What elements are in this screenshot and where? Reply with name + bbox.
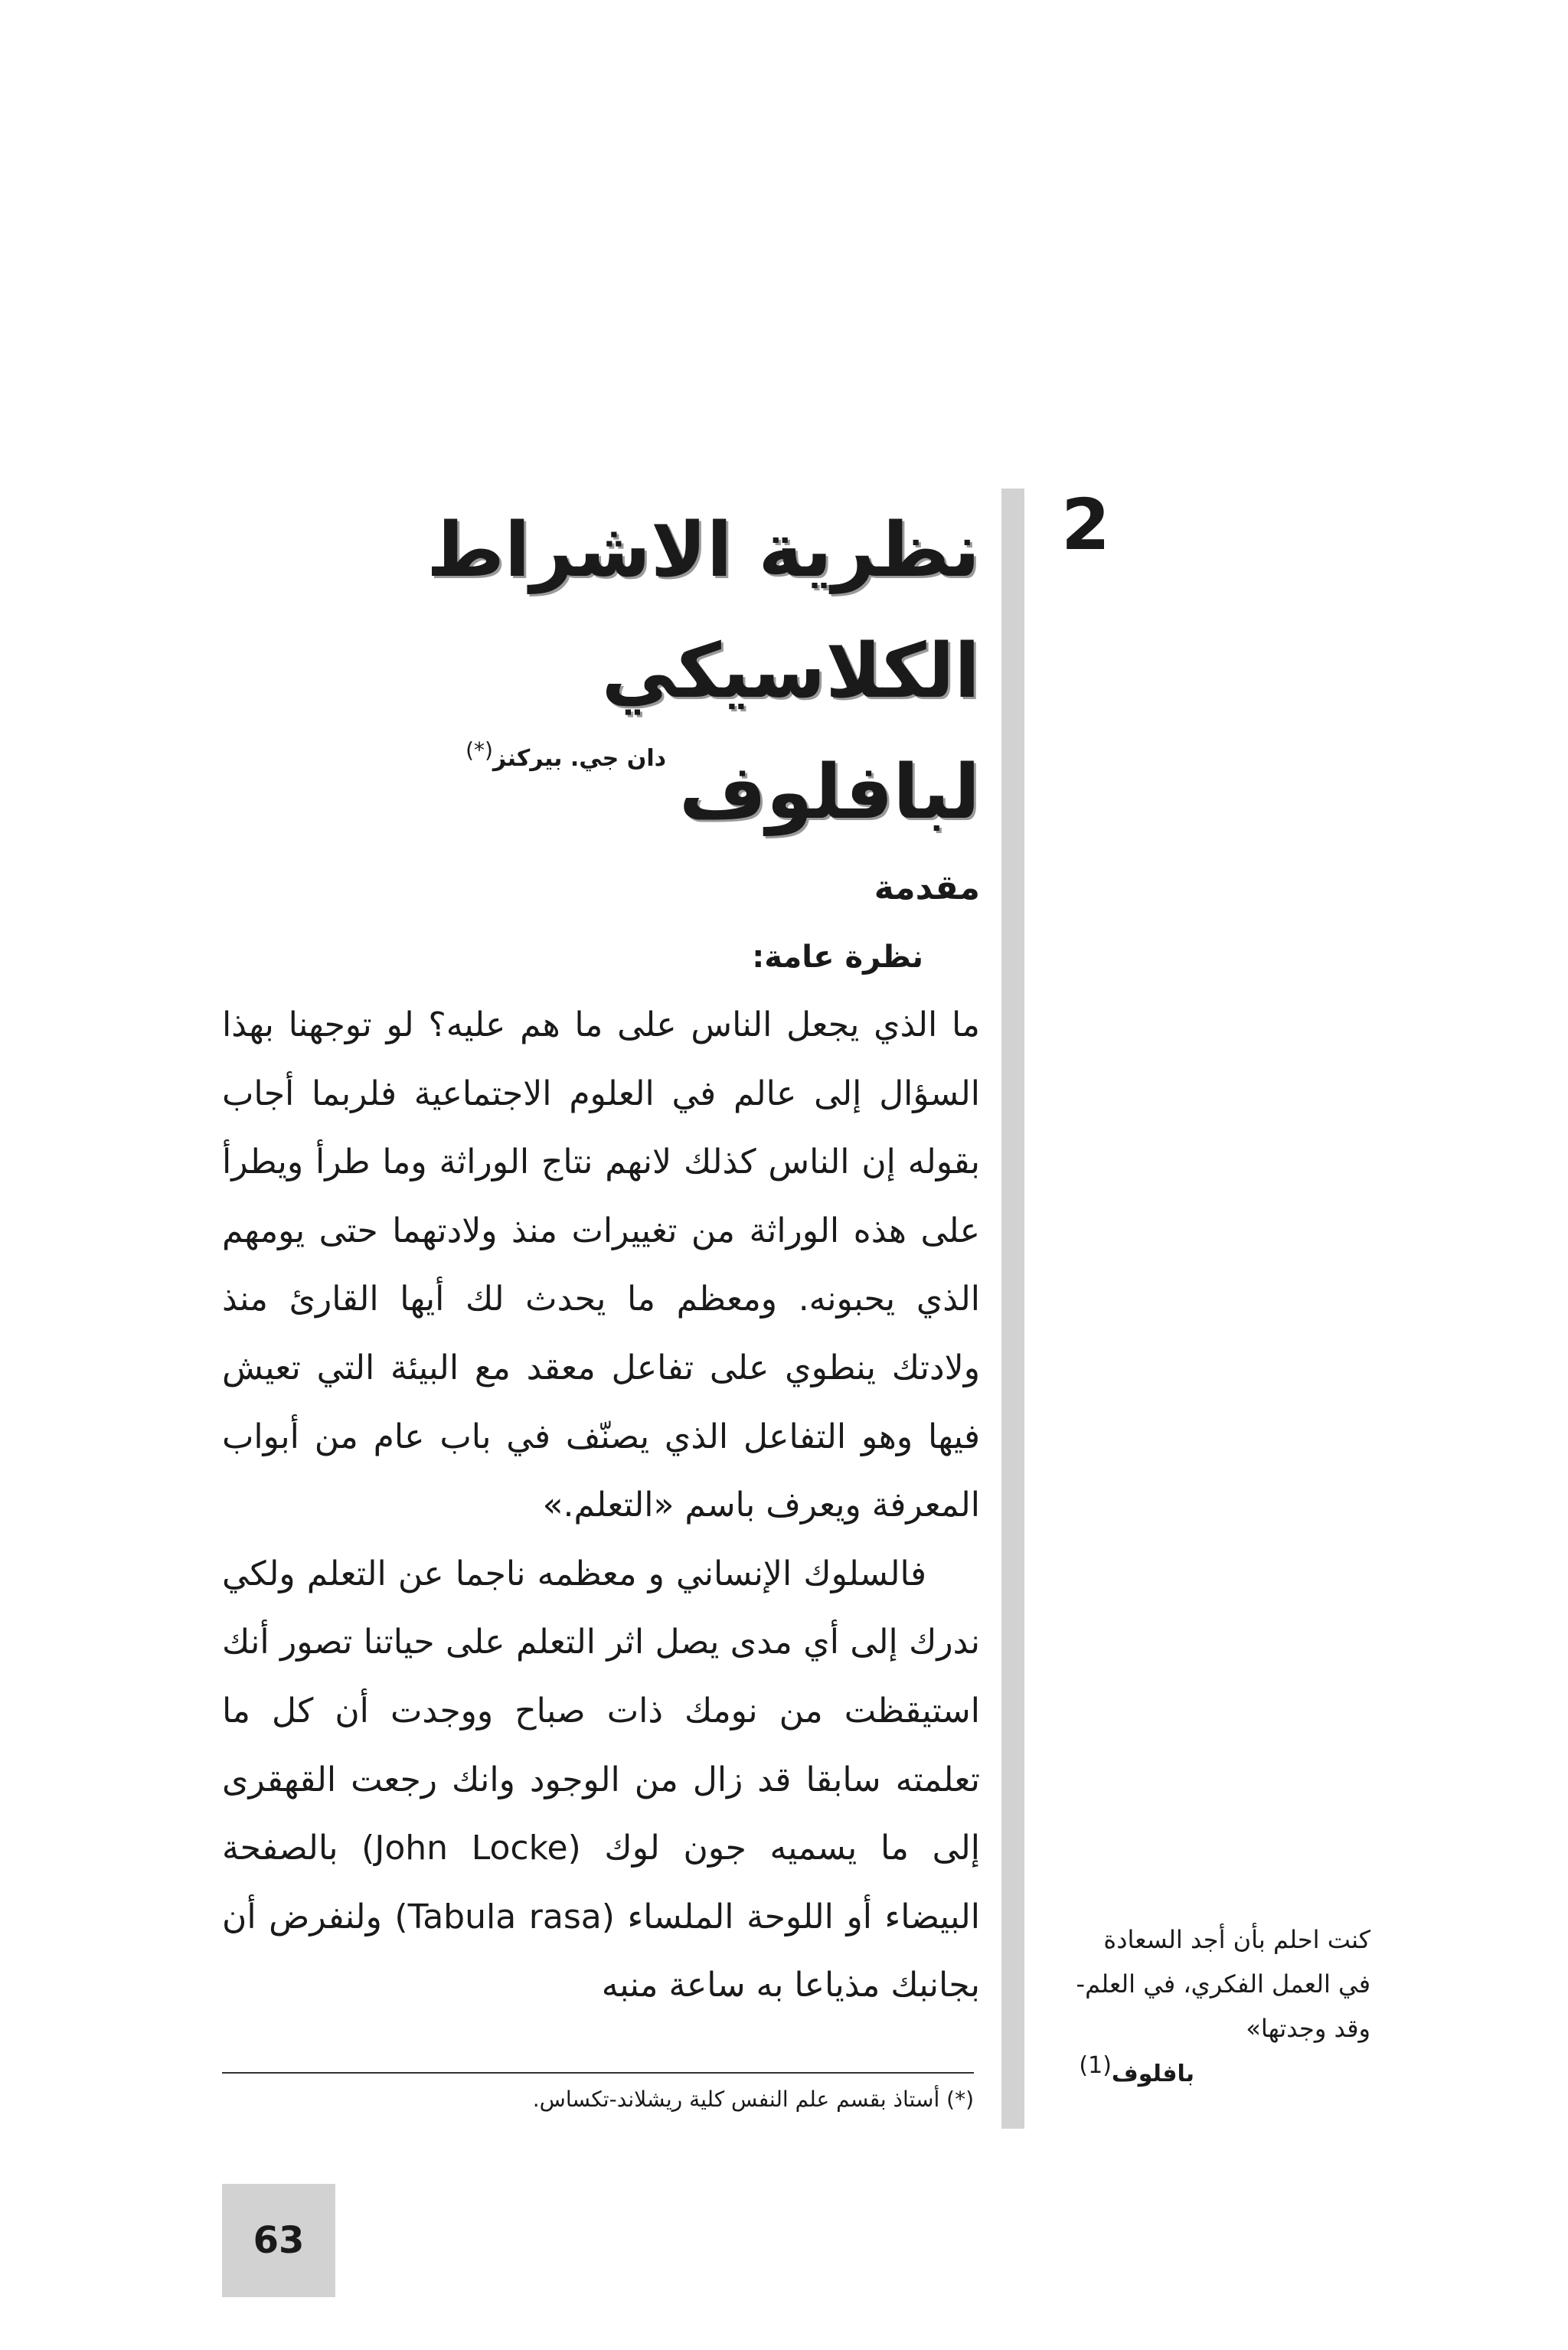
author-name: دان جي. بيركنز — [492, 745, 666, 772]
margin-rule — [1001, 489, 1024, 2129]
section-heading: مقدمة — [874, 868, 980, 907]
author-footnote-marker: (*) — [466, 737, 493, 763]
epigraph — [1041, 1917, 1370, 2051]
epigraph-line-3: وقد وجدتها» — [1246, 2014, 1370, 2043]
subheading: نظرة عامة: — [752, 940, 923, 975]
epigraph-line-1: كنت احلم بأن أجد السعادة — [1103, 1925, 1370, 1954]
paragraph-1: ما الذي يجعل الناس على ما هم عليه؟ لو توجهنا بهذا السؤال إلى عالم في العلوم الاجتماعية فلربما أجاب بقوله إن الناس كذلك لانهم نتاج الوراثة وما طرأ ويطرأ على هذه الوراثة من تغييرات منذ ولادتهما حتى يومهم الذي يحبونه. ومعظم ما يحدث لك أيها القارئ منذ ولادتك ينطوي على تفاعل معقد مع البيئة التي تعيش فيها وهو التفاعل الذي يصنّف في باب عام من أبواب المعرفة ويعرف باسم «التعلم.» — [222, 1005, 980, 1525]
footnote: (*) أستاذ بقسم علم النفس كلية ريشلاند-تكساس. — [532, 2087, 974, 2112]
body-text — [222, 991, 980, 2020]
epigraph-attribution — [1041, 2049, 1194, 2091]
epigraph-footnote-marker: (1) — [1079, 2052, 1112, 2079]
author-byline — [222, 735, 666, 774]
paragraph-2: فالسلوك الإنساني و معظمه ناجما عن التعلم ولكي ندرك إلى أي مدى يصل اثر التعلم على حياتنا تصور أنك استيقظت من نومك ذات صباح ووجدت أن كل ما تعلمته سابقا قد زال من الوجود وانك رجعت القهقرى إلى ما يسميه جون لوك (John Locke) بالصفحة البيضاء أو اللوحة الملساء (Tabula rasa) ولنفرض أن بجانبك مذياعا به ساعة منبه — [222, 1554, 980, 2005]
epigraph-author: بافلوف — [1111, 2061, 1194, 2087]
chapter-title-line-2: لبافلوف — [678, 749, 980, 836]
epigraph-line-2: في العمل الفكري، في العلم- — [1076, 1969, 1370, 1999]
chapter-title — [291, 490, 980, 853]
chapter-title-line-1: نظرية الاشراط الكلاسيكي — [426, 507, 980, 715]
chapter-number: 2 — [1060, 484, 1110, 566]
footnote-divider — [222, 2072, 974, 2074]
page-number: 63 — [253, 2219, 305, 2262]
